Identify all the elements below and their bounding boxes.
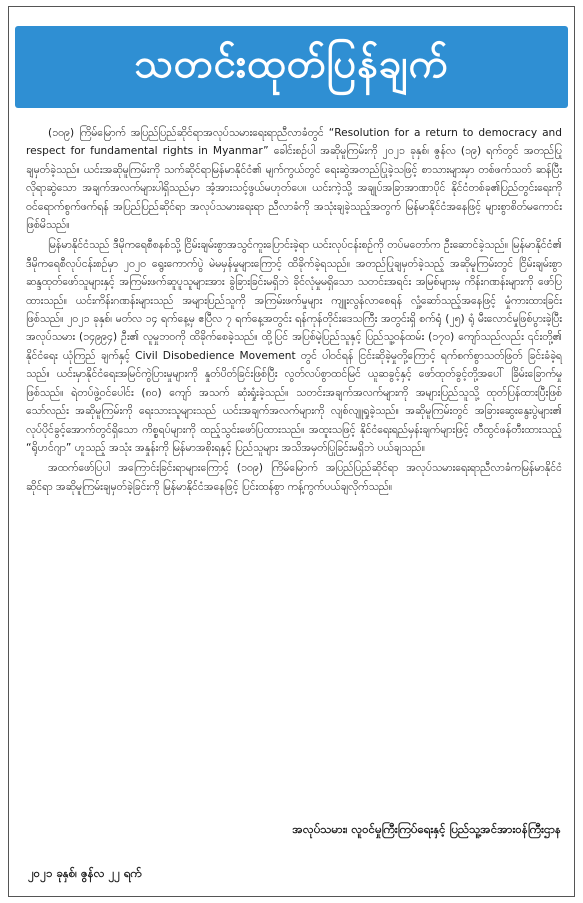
page-title: သတင်းထုတ်ပြန်ချက် [134,40,449,87]
title-banner [15,26,568,108]
statement-body [26,124,562,498]
paragraph-3: အထက်ဖော်ပြပါ အကြောင်းခြင်းရာများကြောင့် (၁၀၉) ကြိမ်မြောက် အပြည်ပြည်ဆိုင်ရာ အလုပ်သမားရေးရာညီလာခံကမြန်မာနိုင်ငံဆိုင်ရာ အဆိုမူကြမ်းချမှတ်ခဲ့ခြင်းကို မြန်မာနိုင်ငံအနေဖြင့် ပြင်းထန်စွာ ကန့်ကွက်ပယ်ချလိုက်သည်။ [26,462,562,493]
statement-date: ၂၀၂၁ ခုနှစ်၊ ဇွန်လ ၂၂ ရက် [28,866,142,880]
paragraph-1: (၁၀၉) ကြိမ်မြောက် အပြည်ပြည်ဆိုင်ရာအလုပ်သမားရေးရာညီလာခံတွင် “Resolution for a return to democracy and respect for fundamental rights in Myanmar” ခေါင်းစဉ်ပါ အဆိုမူကြမ်းကို ၂၀၂၁ ခုနှစ်၊ ဇွန်လ (၁၉) ရက်တွင် အတည်ပြုချမှတ်ခဲ့သည်။ ယင်းအဆိုမူကြမ်းကို သက်ဆိုင်ရာမြန်မာနိုင်ငံ၏ မျက်ကွယ်တွင် ရေးဆွဲအတည်ပြုခဲ့သဖြင့် စာသားများမှာ တစ်ဖက်သတ် ဆန်ပြီး လိုရာဆွဲသော အချက်အလက်များပါရှိသည်မှာ အံ့အားသင့်ဖွယ်မဟုတ်ပေ။ ယင်းကဲ့သို့ အချုပ်အခြာအာဏာပိုင် နိုင်ငံတစ်ခု၏ပြည်တွင်းရေးကို ဝင်ရောက်စွက်ဖက်ရန် အပြည်ပြည်ဆိုင်ရာ အလုပ်သမားရေးရာ ညီလာခံကို အသုံးချခဲ့သည့်အတွက် မြန်မာနိုင်ငံအနေဖြင့် များစွာစိတ်မကောင်း ဖြစ်မိသည်။ [26,127,562,232]
ministry-signature: အလုပ်သမား၊ လူဝင်မှုကြီးကြပ်ရေးနှင့် ပြည်သူ့အင်အားဝန်ကြီးဌာန [292,822,561,836]
paragraph-2: မြန်မာနိုင်ငံသည် ဒီမိုကရေစီစနစ်သို့ ငြိမ်းချမ်းစွာအသွင်ကူးပြောင်းခဲ့ရာ ယင်းလုပ်ငန်းစဉ်ကို တပ်မတော်က ဦးဆောင်ခဲ့သည်။ မြန်မာနိုင်ငံ၏ ဒီမိုကရေစီလုပ်ငန်းစဉ်မှာ ၂၀၂၀ ရွေးကောက်ပွဲ မဲမမှန်မှုများကြောင့် ထိခိုက်ခဲ့ရသည်။ အတည်ပြုချမှတ်ခဲ့သည့် အဆိုမူကြမ်းတွင် ငြိမ်းချမ်းစွာ ဆန္ဒထုတ်ဖော်သူများနှင့် အကြမ်းဖက်ဆူပူသူများအား ခွဲခြားခြင်းမရှိဘဲ ခိုင်လုံမှုမရှိသော သတင်းအရင်း အမြစ်များမှ ကိန်းဂဏန်းများကို ဖော်ပြထားသည်။ ယင်းကိန်းဂဏန်းများသည် အများပြည်သူကို အကြမ်းဖက်မှုများ ကျူးလွန်လာစေရန် လှုံ့ဆော်သည့်အနေဖြင့် မှုံကားထားခြင်းဖြစ်သည်။ ၂၀၂၁ ခုနှစ်၊ မတ်လ ၁၄ ရက်နေ့မှ ဧပြီလ ၇ ရက်နေ့အတွင်း ရန်ကုန်တိုင်းဒေသကြီး အတွင်းရှိ စက်ရုံ (၂၅) ရုံ မီးလောင်မှုဖြစ်ပွားခဲ့ပြီး အလုပ်သမား (၁၄၉၉၄) ဦး၏ လူမှုဘဝကို ထိခိုက်စေခဲ့သည်။ ထို့ပြင် အပြစ်မဲ့ပြည်သူနှင့် ပြည်သူ့ဝန်ထမ်း (၁၇၀) ကျော်သည်လည်း ၎င်းတို့၏ နိုင်ငံရေး ယုံကြည် ချက်နှင့် Civil Disobedience Movement တွင် ပါဝင်ရန် ငြင်းဆိုခဲ့မှုတို့ကြောင့် ရက်စက်စွာသတ်ဖြတ် ခြင်းခံခဲ့ရသည်။ ယင်းမှာနိုင်ငံရေးအမြင်ကွဲပြားမှုများကို နှုတ်ပိတ်ခြင်းဖြစ်ပြီး လွတ်လပ်စွာထင်မြင် ယူဆခွင့်နှင့် ဖော်ထုတ်ခွင့်တို့အပေါ် ခြိမ်းခြောက်မှုဖြစ်သည်။ ရဲတပ်ဖွဲ့ဝင်ပေါင်း (၈၀) ကျော် အသက် ဆုံးရှုံးခဲ့သည်။ သတင်းအချက်အလက်များကို အများပြည်သူသို့ ထုတ်ပြန်ထားပြီးဖြစ်သော်လည်း အဆိုမူကြမ်းကို ရေးသားသူများသည် ယင်းအချက်အလက်များကို လျစ်လျူရှုခဲ့သည်။ အဆိုမူကြမ်းတွင် အခြားဆွေးနွေးပွဲများ၏ လုပ်ပိုင်ခွင့်အောက်တွင်ရှိသော ကိစ္စရပ်များကို ထည့်သွင်းဖော်ပြထားသည်။ အထူးသဖြင့် နိုင်ငံရေးရည်မှန်းချက်များဖြင့် တီထွင်ဖန်တီးထားသည့် “ရိုဟင်ဂျာ” ဟူသည့် အသုံး အနှုန်းကို မြန်မာအစိုးရနှင့် ပြည်သူများ အသိအမှတ်ပြုခြင်းမရှိဘဲ ပယ်ချသည်။ [26,239,562,454]
